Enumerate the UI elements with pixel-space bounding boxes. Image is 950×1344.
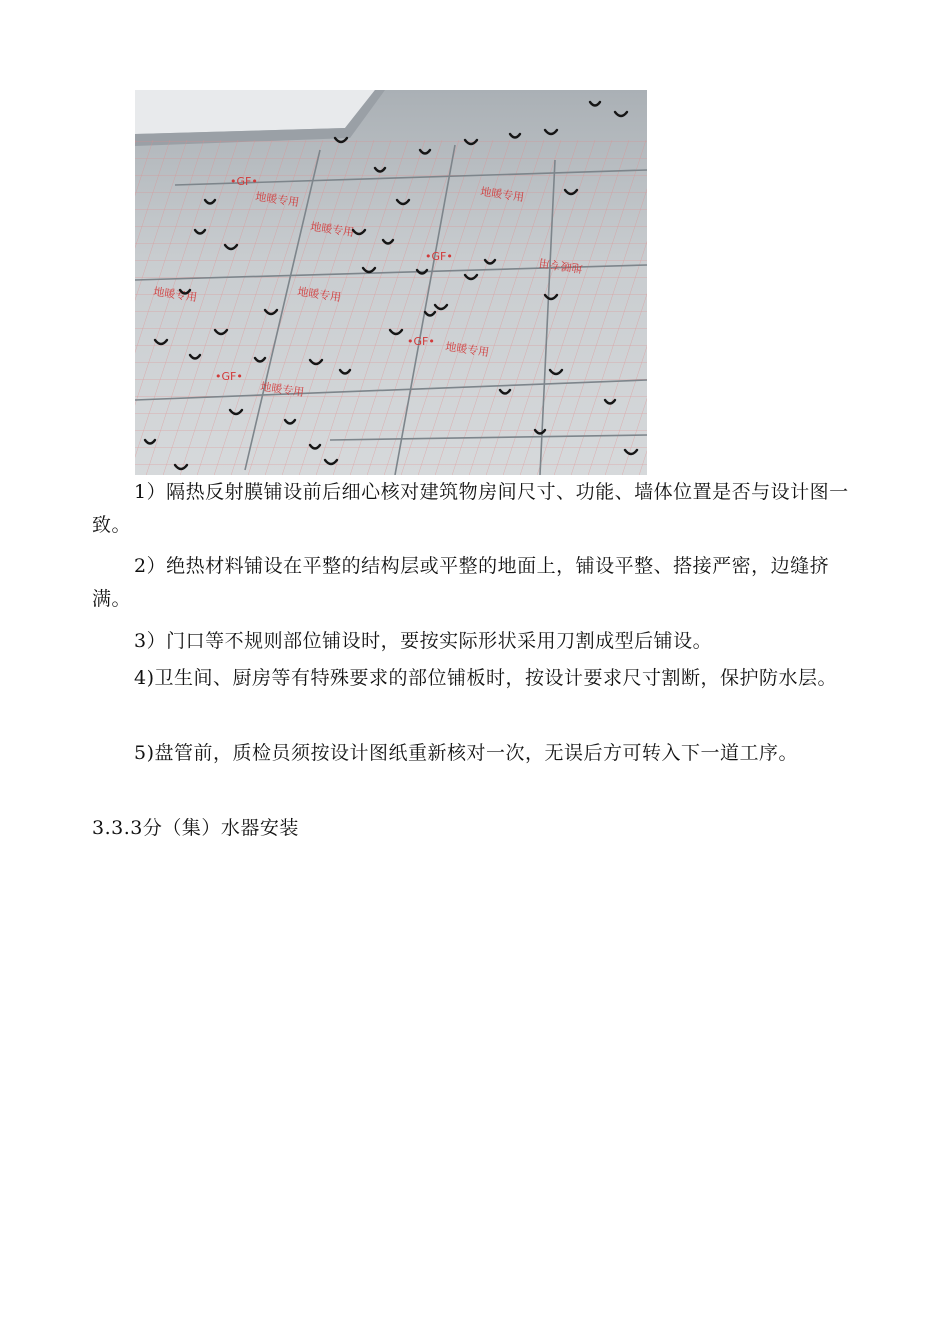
grid-overlay [135,140,647,475]
paragraph-5: 5)盘管前，质检员须按设计图纸重新核对一次，无误后方可转入下一道工序。 [134,742,799,764]
paragraph-4: 4)卫生间、厨房等有特殊要求的部位铺板时，按设计要求尺寸割断，保护防水层。 [134,667,838,689]
print-mark: 地暖专用 [296,285,342,305]
foil-photo-svg [135,90,647,475]
print-mark: •GF• [230,175,258,188]
print-mark: •GF• [425,250,453,263]
print-mark: 地暖专用 [538,255,584,275]
print-mark: •GF• [215,370,243,383]
print-mark: 地暖专用 [152,285,198,305]
paragraph-3: 3）门口等不规则部位铺设时，要按实际形状采用刀割成型后铺设。 [134,630,713,652]
print-mark: 地暖专用 [444,340,490,360]
paragraph-2: 2）绝热材料铺设在平整的结构层或平整的地面上，铺设平整、搭接严密，边缝挤满。 [92,555,830,610]
floor-heating-foil-photo [135,90,647,475]
print-mark: 地暖专用 [259,380,305,400]
paragraph-1: 1）隔热反射膜铺设前后细心核对建筑物房间尺寸、功能、墙体位置是否与设计图一致。 [92,481,849,536]
print-mark: •GF• [407,335,435,348]
section-heading: 3.3.3分（集）水器安装 [92,817,299,839]
print-mark: 地暖专用 [309,220,355,240]
print-mark: 地暖专用 [254,190,300,210]
wall-area [135,90,375,134]
print-mark: 地暖专用 [479,185,525,205]
